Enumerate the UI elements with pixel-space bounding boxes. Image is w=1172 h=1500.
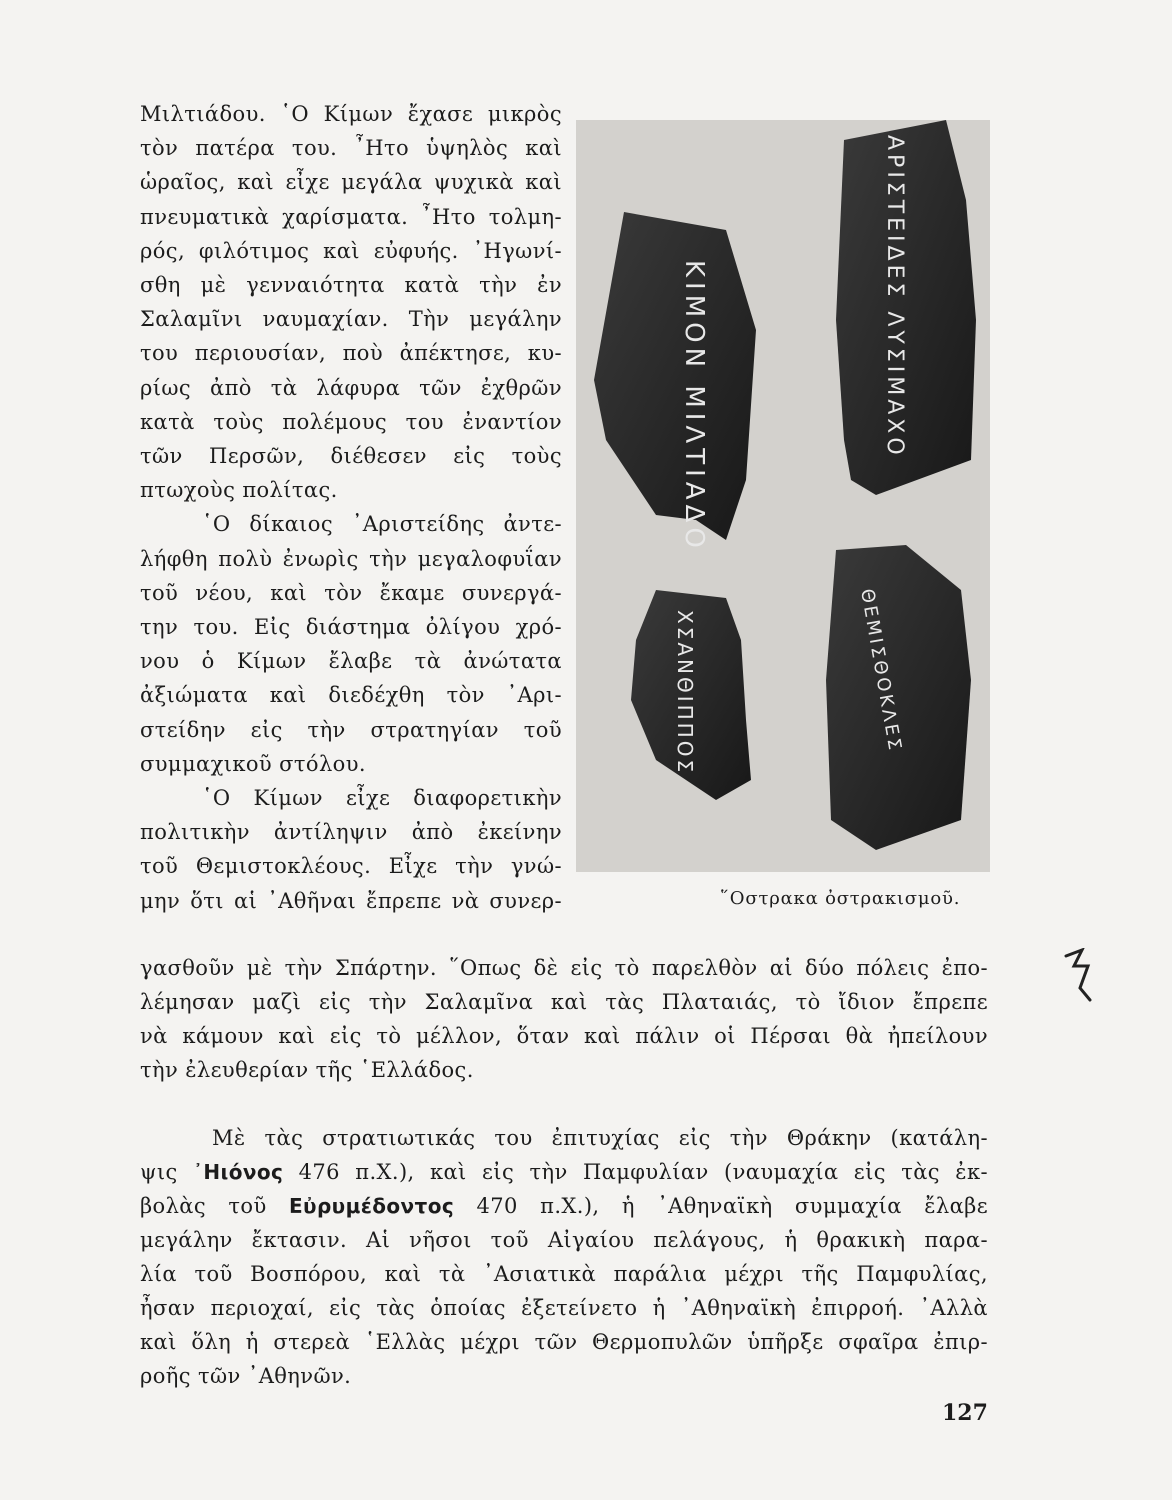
left-column-line: πνευματικὰ χαρίσματα. ῏Ητο τολμη-: [140, 204, 562, 229]
left-column-line: λήφθη πολὺ ἐνωρὶς τὴν μεγαλοφυΐαν: [140, 546, 562, 571]
ostrakon-themistokles: [826, 545, 971, 850]
full-width-line: λέμησαν μαζὶ εἰς τὴν Σαλαμῖνα καὶ τὰς Πλαταιάς, τὸ ἴδιον ἔπρεπε: [140, 990, 988, 1014]
ostraka-illustration: [576, 120, 990, 872]
left-column-line: πολιτικὴν ἀντίληψιν ἀπὸ ἐκείνην: [140, 820, 562, 845]
left-column-line: Μιλτιάδου. ῾Ο Κίμων ἔχασε μικρὸς: [140, 102, 562, 126]
left-column-line: ἀξιώματα καὶ διεδέχθη τὸν ᾿Αρι-: [140, 683, 562, 708]
left-column-line: συμμαχικοῦ στόλου.: [140, 751, 366, 776]
ostrakon-inscription: ΑΡΙΣΤΕΙΔΕΣ ΛΥΣΙΜΑΧΟ: [882, 135, 907, 459]
left-column-line: σθη μὲ γενναιότητα κατὰ τὴν ἐν: [140, 273, 562, 297]
bold-place-name: Εὐρυμέδοντος: [289, 1194, 455, 1218]
para2-line-4: μεγάλην ἔκτασιν. Αἱ νῆσοι τοῦ Αἰγαίου πελάγους, ἡ θρακικὴ παρα-: [140, 1228, 988, 1252]
text-run: βολὰς τοῦ: [140, 1194, 289, 1218]
ostraka-photo: [576, 120, 990, 872]
left-column-line: ρίως ἀπὸ τὰ λάφυρα τῶν ἐχθρῶν: [140, 375, 562, 400]
left-column-line: τοῦ νέου, καὶ τὸν ἔκαμε συνεργά-: [140, 580, 562, 605]
left-column-line: στείδην εἰς τὴν στρατηγίαν τοῦ: [140, 717, 562, 742]
ostrakon-inscription: ΧΣΑΝΘΙΠΠΟΣ: [673, 610, 697, 776]
ostrakon-inscription: ΚΙΜΟΝ ΜΙΛΤΙΑΔΟ: [679, 260, 709, 553]
pencil-mark-icon: [1060, 948, 1100, 1004]
text-run: 470 π.Χ.), ἡ ᾿Αθηναϊκὴ συμμαχία ἔλαβε: [454, 1194, 988, 1218]
left-column-line: νου ὁ Κίμων ἔλαβε τὰ ἀνώτατα: [140, 649, 562, 674]
para2-line-8: ροῆς τῶν ᾿Αθηνῶν.: [140, 1364, 352, 1388]
page-number: 127: [942, 1400, 988, 1426]
left-column-line: ὡραῖος, καὶ εἶχε μεγάλα ψυχικὰ καὶ: [140, 170, 562, 195]
left-column-line: τοῦ Θεμιστοκλέους. Εἶχε τὴν γνώ-: [140, 854, 562, 879]
para2-line-2: [140, 1158, 988, 1188]
left-column-line: την του. Εἰς διάστημα ὀλίγου χρό-: [140, 615, 562, 639]
left-column-line: πτωχοὺς πολίτας.: [140, 478, 338, 503]
figure-caption: ῞Οστρακα ὀστρακισμοῦ.: [720, 888, 961, 909]
left-column-line: ρός, φιλότιμος καὶ εὐφυής. ᾿Ηγωνί-: [140, 238, 562, 263]
para2-line-7: καὶ ὅλη ἡ στερεὰ ῾Ελλὰς μέχρι τῶν Θερμοπυλῶν ὑπῆρξε σφαῖρα ἐπιρ-: [140, 1330, 988, 1354]
left-column-line: μην ὅτι αἱ ᾿Αθῆναι ἔπρεπε νὰ συνερ-: [140, 888, 562, 913]
ostrakon-inscription: ΘΕΜΙΣΘΟΚΛΕΣ: [856, 587, 906, 755]
para2-line-6: ἦσαν περιοχαί, εἰς τὰς ὁποίας ἐξετείνετο ἡ ᾿Αθηναϊκὴ ἐπιρροή. ᾿Αλλὰ: [140, 1296, 988, 1320]
para2-line-1: Μὲ τὰς στρατιωτικάς του ἐπιτυχίας εἰς τὴν Θράκην (κατάλη-: [212, 1126, 988, 1150]
bold-place-name: ᾿Ηιόνος: [193, 1160, 284, 1184]
para2-line-3: [140, 1192, 988, 1222]
left-column-line: ῾Ο δίκαιος ᾿Αριστείδης ἀντε-: [202, 512, 562, 537]
left-column-line: ῾Ο Κίμων εἶχε διαφορετικὴν: [202, 786, 562, 810]
full-width-line: νὰ κάμουν καὶ εἰς τὸ μέλλον, ὅταν καὶ πάλιν οἱ Πέρσαι θὰ ἠπείλουν: [140, 1024, 988, 1048]
text-run: ψις: [140, 1160, 193, 1184]
left-column-line: τῶν Περσῶν, διέθεσεν εἰς τοὺς: [140, 444, 562, 468]
left-column-line: τὸν πατέρα του. ῏Ητο ὑψηλὸς καὶ: [140, 136, 562, 161]
full-width-line: τὴν ἐλευθερίαν τῆς ῾Ελλάδος.: [140, 1058, 474, 1082]
left-column-line: κατὰ τοὺς πολέμους του ἐναντίον: [140, 409, 562, 434]
left-column-line: Σαλαμῖνι ναυμαχίαν. Τὴν μεγάλην: [140, 307, 562, 332]
text-run: 476 π.Χ.), καὶ εἰς τὴν Παμφυλίαν (ναυμαχία εἰς τὰς ἐκ-: [283, 1160, 988, 1184]
para2-line-5: λία τοῦ Βοσπόρου, καὶ τὰ ᾿Ασιατικὰ παράλια μέχρι τῆς Παμφυλίας,: [140, 1262, 988, 1286]
left-column-line: του περιουσίαν, ποὺ ἀπέκτησε, κυ-: [140, 341, 562, 366]
full-width-line: γασθοῦν μὲ τὴν Σπάρτην. ῞Οπως δὲ εἰς τὸ παρελθὸν αἱ δύο πόλεις ἐπο-: [140, 956, 988, 980]
